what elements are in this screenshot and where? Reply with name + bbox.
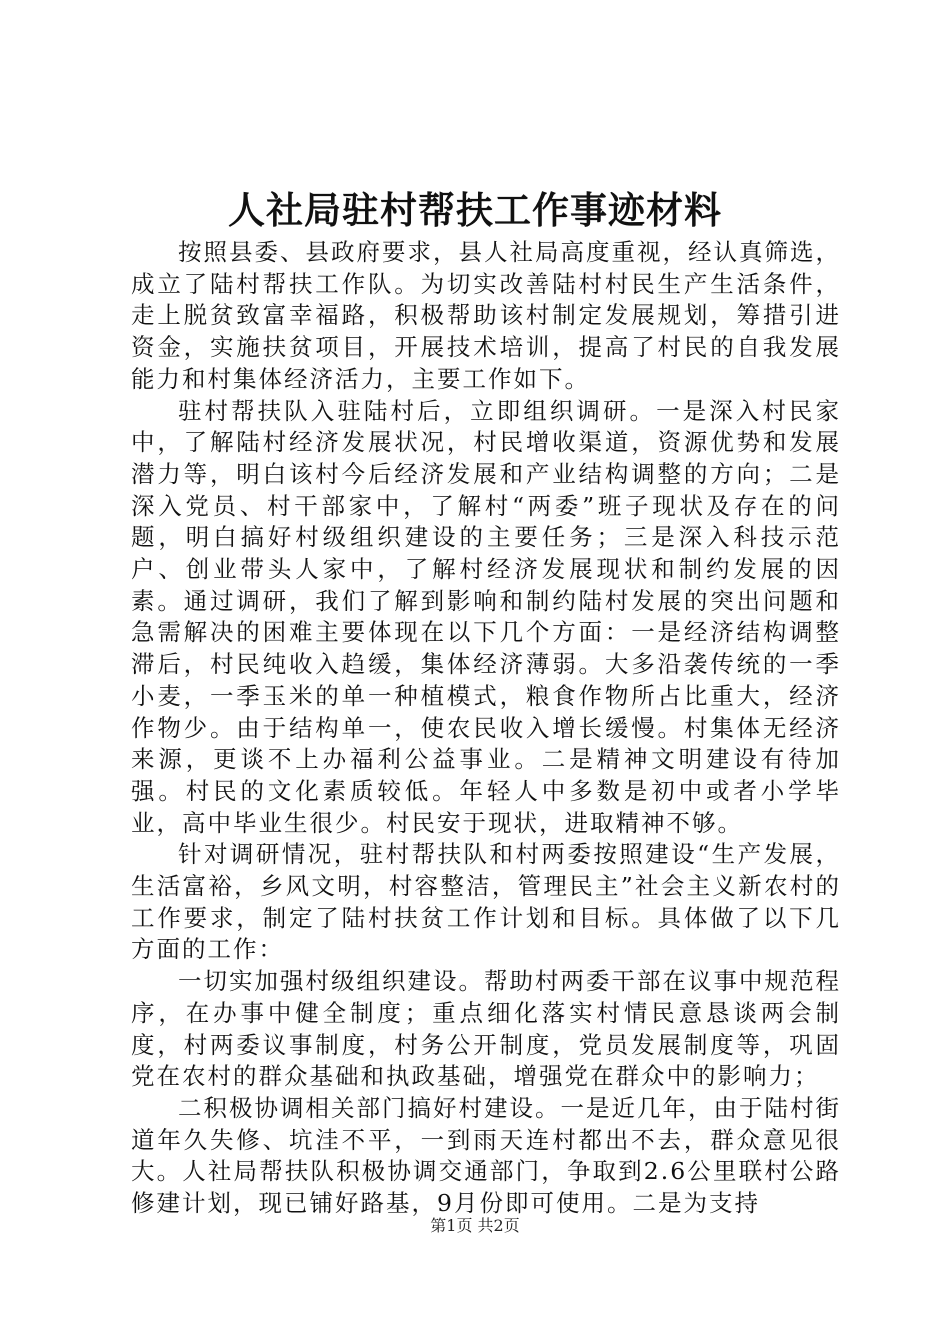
paragraph: 针对调研情况，驻村帮扶队和村两委按照建设“生产发展，生活富裕，乡风文明，村容整洁，管理民主”社会主义新农村的工作要求，制定了陆村扶贫工作计划和目标。具体做了以下几方面的工作： (131, 840, 841, 964)
document-body (131, 237, 841, 1220)
page-number-footer: 第1页 共2页 (430, 1216, 520, 1235)
paragraph: 二积极协调相关部门搞好村建设。一是近几年，由于陆村街道年久失修、坑洼不平，一到雨天连村都出不去，群众意见很大。人社局帮扶队积极协调交通部门，争取到2.6公里联村公路修建计划，现已铺好路基，9月份即可使用。二是为支持 (131, 1093, 841, 1218)
paragraph: 按照县委、县政府要求，县人社局高度重视，经认真筛选，成立了陆村帮扶工作队。为切实改善陆村村民生产生活条件，走上脱贫致富幸福路，积极帮助该村制定发展规划，筹措引进资金，实施扶贫项目，开展技术培训，提高了村民的自我发展能力和村集体经济活力，主要工作如下。 (131, 238, 841, 393)
paragraph: 驻村帮扶队入驻陆村后，立即组织调研。一是深入村民家中，了解陆村经济发展状况，村民增收渠道，资源优势和发展潜力等，明白该村今后经济发展和产业结构调整的方向；二是深入党员、村干部家中，了解村“两委”班子现状及存在的问题，明白搞好村级组织建设的主要任务；三是深入科技示范户、创业带头人家中，了解村经济发展现状和制约发展的因素。通过调研，我们了解到影响和制约陆村发展的突出问题和急需解决的困难主要体现在以下几个方面：一是经济结构调整滞后，村民纯收入趋缓，集体经济薄弱。大多沿袭传统的一季小麦，一季玉米的单一种植模式，粮食作物所占比重大，经济作物少。由于结构单一，使农民收入增长缓慢。村集体无经济来源，更谈不上办福利公益事业。二是精神文明建设有待加强。村民的文化素质较低。年轻人中多数是初中或者小学毕业，高中毕业生很少。村民安于现状，进取精神不够。 (131, 396, 841, 837)
document-title: 人社局驻村帮扶工作事迹材料 (228, 188, 722, 232)
paragraph: 一切实加强村级组织建设。帮助村两委干部在议事中规范程序，在办事中健全制度；重点细化落实村情民意恳谈两会制度，村两委议事制度，村务公开制度，党员发展制度等，巩固党在农村的群众基础和执政基础，增强党在群众中的影响力； (131, 967, 841, 1091)
